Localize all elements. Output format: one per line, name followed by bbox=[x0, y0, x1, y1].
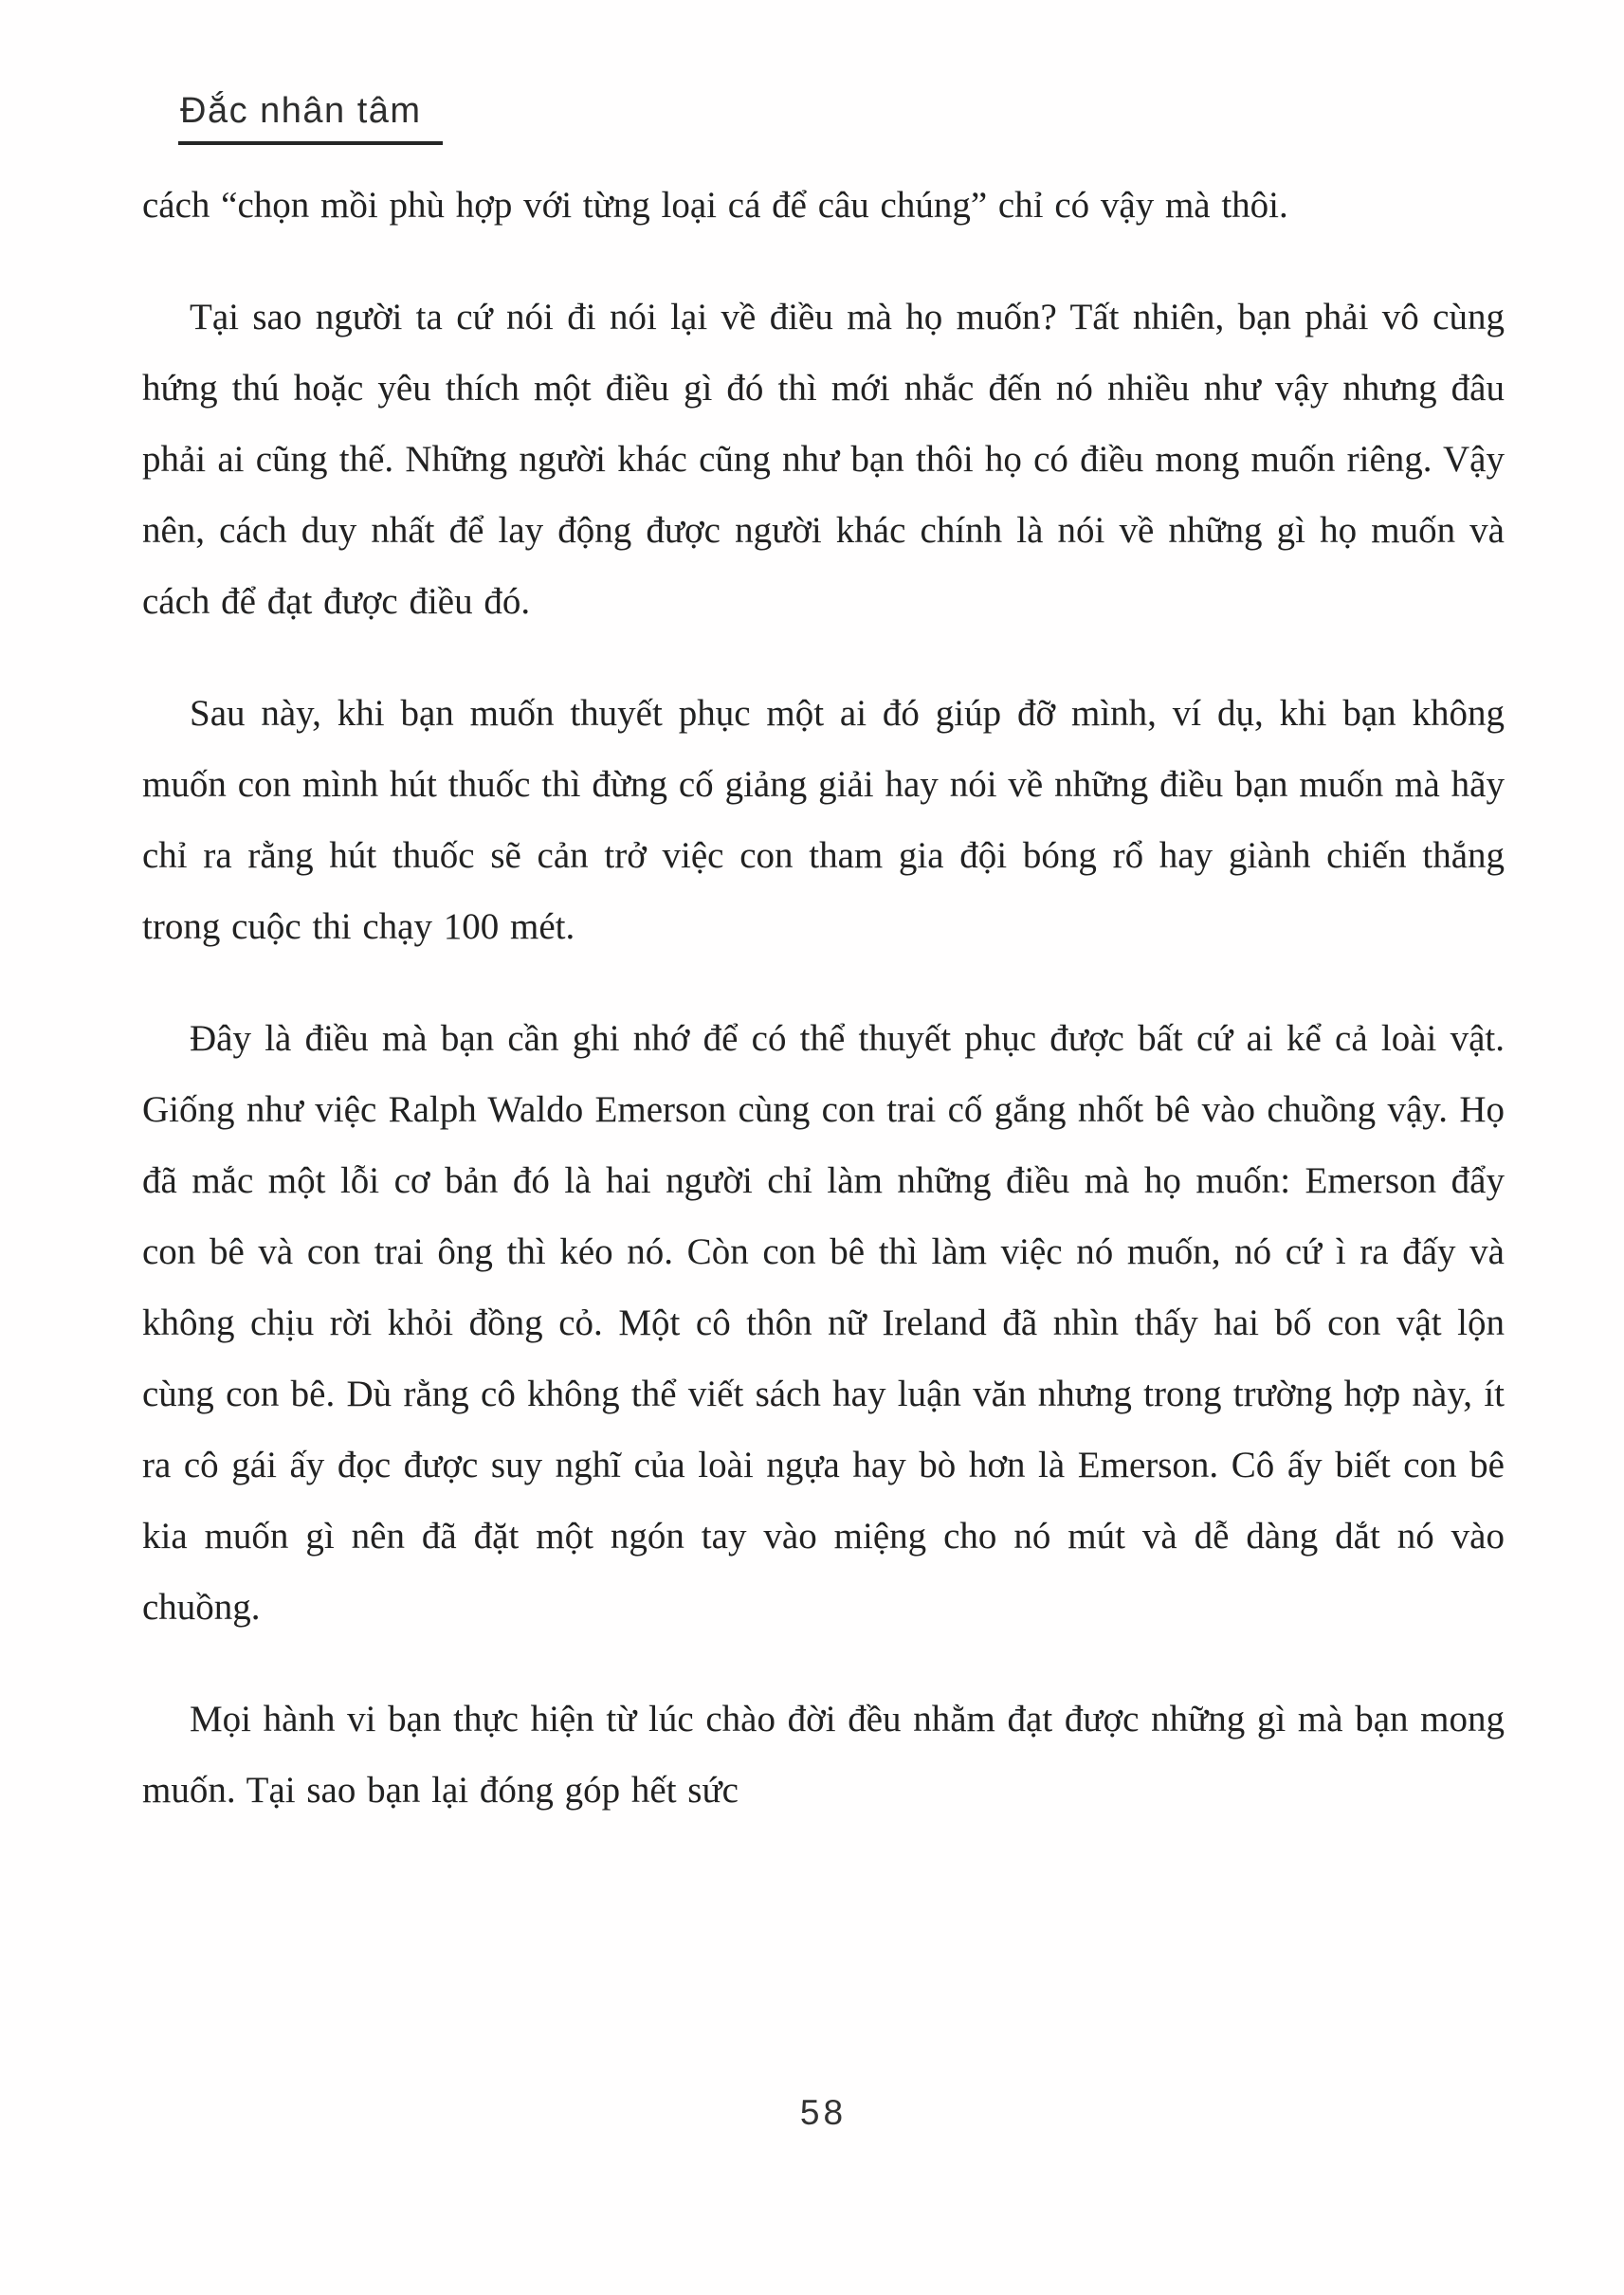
page-number: 58 bbox=[799, 2093, 848, 2132]
page-content bbox=[142, 91, 1505, 1826]
body-paragraph: Đây là điều mà bạn cần ghi nhớ để có thể thuyết phục được bất cứ ai kể cả loài vật. Giống như việc Ralph Waldo Emerson cùng con trai cố gắng nhốt bê vào chuồng vậy. Họ đã mắc một lỗi cơ bản đó là hai người chỉ làm những điều mà họ muốn: Emerson đẩy con bê và con trai ông thì kéo nó. Còn con bê thì làm việc nó muốn, nó cứ ì ra đấy và không chịu rời khỏi đồng cỏ. Một cô thôn nữ Ireland đã nhìn thấy hai bố con vật lộn cùng con bê. Dù rằng cô không thể viết sách hay luận văn nhưng trong trường hợp này, ít ra cô gái ấy đọc được suy nghĩ của loài ngựa hay bò hơn là Emerson. Cô ấy biết con bê kia muốn gì nên đã đặt một ngón tay vào miệng cho nó mút và dễ dàng dắt nó vào chuồng. bbox=[142, 1018, 1505, 1628]
body-paragraph: Mọi hành vi bạn thực hiện từ lúc chào đời đều nhằm đạt được những gì mà bạn mong muốn. Tại sao bạn lại đóng góp hết sức bbox=[142, 1699, 1505, 1811]
running-head-book-title: Đắc nhân tâm bbox=[178, 91, 443, 145]
body-paragraph: Sau này, khi bạn muốn thuyết phục một ai đó giúp đỡ mình, ví dụ, khi bạn không muốn con mình hút thuốc thì đừng cố giảng giải hay nói về những điều bạn muốn mà hãy chỉ ra rằng hút thuốc sẽ cản trở việc con tham gia đội bóng rổ hay giành chiến thắng trong cuộc thi chạy 100 mét. bbox=[142, 693, 1505, 947]
body-paragraph: cách “chọn mồi phù hợp với từng loại cá để câu chúng” chỉ có vậy mà thôi. bbox=[142, 185, 1288, 226]
body-paragraph: Tại sao người ta cứ nói đi nói lại về điều mà họ muốn? Tất nhiên, bạn phải vô cùng hứng thú hoặc yêu thích một điều gì đó thì mới nhắc đến nó nhiều như vậy nhưng đâu phải ai cũng thế. Những người khác cũng như bạn thôi họ có điều mong muốn riêng. Vậy nên, cách duy nhất để lay động được người khác chính là nói về những gì họ muốn và cách để đạt được điều đó. bbox=[142, 297, 1505, 622]
body-text bbox=[142, 170, 1505, 1826]
